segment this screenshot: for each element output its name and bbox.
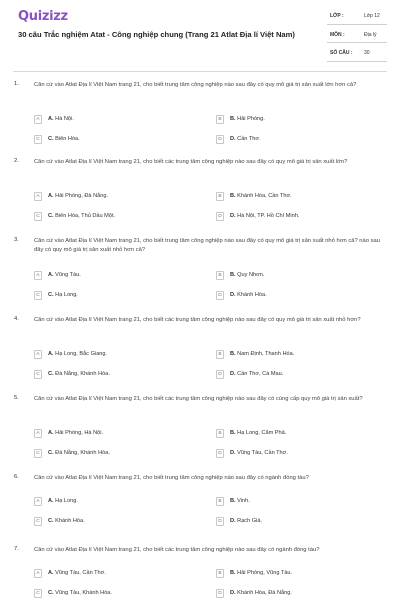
option-text: Đà Nẵng, Khánh Hòa. [55, 450, 110, 456]
option-letter-box: A [34, 192, 42, 201]
question-text: Căn cứ vào Atlat Địa lí Việt Nam trang 21, cho biết trung tâm công nghiệp nào sau đây có quy mô giá trị sản xuất nhỏ hơn cả? nào sau đây có quy mô giá trị sản xuất nhỏ hơn cả? [34, 238, 380, 254]
answer-option-b[interactable] [216, 497, 386, 509]
answer-option-a[interactable] [34, 271, 204, 283]
question-text: Căn cứ vào Atlat Địa lí Việt Nam trang 21, cho biết các trung tâm công nghiệp nào sau đây có ngành đóng tàu? [34, 547, 320, 553]
option-text: Cần Thơ. [237, 136, 261, 142]
option-text: Khánh Hòa, Cần Thơ. [237, 193, 292, 199]
option-text: Biên Hòa. [55, 136, 80, 142]
answer-option-a[interactable] [34, 569, 204, 581]
option-label [230, 272, 264, 278]
option-prefix: D. [230, 292, 236, 298]
option-letter-box: A [34, 429, 42, 438]
option-text: Hạ Long. [55, 498, 78, 504]
answer-option-d[interactable] [216, 517, 386, 529]
option-text: Hải Phòng, Đà Nẵng. [55, 193, 109, 199]
option-letter-box: B [216, 192, 224, 201]
option-prefix: D. [230, 450, 236, 456]
answer-option-d[interactable] [216, 212, 386, 224]
question-text: Căn cứ vào Atlat Địa lí Việt Nam trang 21, cho biết trung tâm công nghiệp nào sau đây có quy mô giá trị sản xuất lớn hơn cả? [34, 82, 357, 88]
option-prefix: D. [230, 136, 236, 142]
answer-option-c[interactable] [34, 291, 204, 303]
option-prefix: B. [230, 570, 236, 576]
option-label [230, 351, 294, 357]
meta-label: LỚP : [330, 13, 344, 19]
option-label [48, 136, 80, 142]
option-text: Hải Phòng, Vũng Tàu. [237, 570, 293, 576]
answer-option-a[interactable] [34, 429, 204, 441]
option-text: Hà Nội, TP. Hồ Chí Minh. [237, 213, 300, 219]
option-letter-box: D [216, 517, 224, 526]
answer-option-c[interactable] [34, 449, 204, 461]
option-label [48, 116, 74, 122]
option-label [48, 450, 110, 456]
option-letter-box: C [34, 291, 42, 300]
option-letter-box: B [216, 569, 224, 578]
answer-option-b[interactable] [216, 429, 386, 441]
option-prefix: D. [230, 371, 236, 377]
option-prefix: C. [48, 450, 54, 456]
option-text: Vũng Tàu, Cần Thơ. [237, 450, 288, 456]
option-label [230, 570, 292, 576]
option-letter-box: D [216, 291, 224, 300]
option-text: Vũng Tàu, Khánh Hòa. [55, 590, 112, 596]
option-label [230, 518, 262, 524]
option-text: Quy Nhơn. [237, 272, 265, 278]
option-prefix: D. [230, 518, 236, 524]
option-label [230, 193, 292, 199]
option-label [230, 430, 286, 436]
option-prefix: B. [230, 193, 236, 199]
option-label [48, 371, 110, 377]
option-prefix: D. [230, 213, 236, 219]
option-text: Hải Phòng. [237, 116, 265, 122]
option-prefix: A. [48, 272, 54, 278]
option-prefix: A. [48, 430, 54, 436]
option-letter-box: B [216, 115, 224, 124]
option-text: Vinh. [237, 498, 250, 504]
meta-label: SỐ CÂU : [330, 50, 353, 56]
meta-value: 30 [364, 50, 370, 56]
option-text: Vũng Tàu, Cần Thơ. [55, 570, 106, 576]
answer-option-c[interactable] [34, 589, 204, 600]
answer-option-d[interactable] [216, 291, 386, 303]
question-number: 3. [14, 237, 19, 243]
option-prefix: A. [48, 193, 54, 199]
option-letter-box: A [34, 115, 42, 124]
option-label [48, 272, 81, 278]
option-prefix: C. [48, 136, 54, 142]
option-label [230, 292, 267, 298]
option-label [48, 590, 112, 596]
option-letter-box: C [34, 517, 42, 526]
answer-option-b[interactable] [216, 115, 386, 127]
option-label [48, 498, 78, 504]
meta-label: MÔN : [330, 31, 345, 38]
option-text: Hạ Long, Bắc Giang. [55, 351, 108, 357]
answer-option-c[interactable] [34, 517, 204, 529]
option-text: Khánh Hòa. [237, 292, 267, 298]
question-number: 5. [14, 395, 19, 401]
option-prefix: B. [230, 498, 236, 504]
option-text: Hạ Long, Cẩm Phả. [237, 430, 287, 436]
option-label [48, 213, 115, 219]
answer-option-a[interactable] [34, 115, 204, 127]
option-prefix: B. [230, 351, 236, 357]
answer-option-a[interactable] [34, 350, 204, 362]
option-text: Khánh Hòa. [55, 518, 85, 524]
option-text: Nam Định, Thanh Hóa. [237, 351, 295, 357]
answer-option-d[interactable] [216, 589, 386, 600]
worksheet-title: 30 câu Trắc nghiệm Atat - Công nghiệp chung (Trang 21 Atlat Địa lí Việt Nam) [18, 30, 295, 39]
question-text: Căn cứ vào Atlat Địa lí Việt Nam trang 21, cho biết các trung tâm công nghiệp nào sau đây có cùng cấp quy mô giá trị sản xuất? [34, 396, 363, 402]
question-text: Căn cứ vào Atlat Địa lí Việt Nam trang 21, cho biết trung tâm công nghiệp nào sau đây có ngành đóng tàu? [34, 475, 309, 481]
answer-option-c[interactable] [34, 135, 204, 147]
option-text: Khánh Hòa, Đà Nẵng. [237, 590, 292, 596]
option-text: Biên Hòa, Thủ Dầu Một. [55, 213, 116, 219]
option-text: Rạch Giá. [237, 518, 263, 524]
answer-option-b[interactable] [216, 569, 386, 581]
option-prefix: C. [48, 590, 54, 596]
option-text: Hải Phòng, Hà Nội. [55, 430, 104, 436]
question-text: Căn cứ vào Atlat Địa lí Việt Nam trang 21, cho biết các trung tâm công nghiệp nào sau đây có quy mô giá trị sản xuất nhỏ hơn? [34, 317, 361, 323]
question-number: 1. [14, 81, 19, 87]
option-letter-box: C [34, 449, 42, 458]
option-text: Hạ Long. [55, 292, 78, 298]
answer-option-a[interactable] [34, 192, 204, 204]
meta-value: Lớp 12 [364, 13, 380, 19]
answer-option-c[interactable] [34, 370, 204, 382]
option-label [230, 450, 288, 456]
option-letter-box: A [34, 497, 42, 506]
option-label [48, 351, 107, 357]
option-label [48, 292, 78, 298]
answer-option-d[interactable] [216, 370, 386, 382]
option-letter-box: A [34, 569, 42, 578]
option-label [230, 498, 250, 504]
option-letter-box: B [216, 271, 224, 280]
option-prefix: A. [48, 351, 54, 357]
answer-option-b[interactable] [216, 271, 386, 283]
answer-option-b[interactable] [216, 192, 386, 204]
option-letter-box: B [216, 350, 224, 359]
option-text: Đà Nẵng, Khánh Hòa. [55, 371, 110, 377]
option-label [230, 116, 265, 122]
option-letter-box: D [216, 449, 224, 458]
quizizz-logo: Quizizz [18, 9, 68, 24]
question-text: Căn cứ vào Atlat Địa lí Việt Nam trang 21, cho biết các trung tâm công nghiệp nào sau đây có quy mô giá trị sản xuất lớn? [34, 159, 348, 165]
option-label [230, 371, 283, 377]
option-prefix: C. [48, 371, 54, 377]
option-letter-box: B [216, 429, 224, 438]
question-number: 2. [14, 158, 19, 164]
answer-option-a[interactable] [34, 497, 204, 509]
option-label [230, 136, 261, 142]
option-prefix: D. [230, 590, 236, 596]
option-label [48, 430, 103, 436]
option-prefix: B. [230, 430, 236, 436]
option-label [48, 570, 106, 576]
option-prefix: B. [230, 116, 236, 122]
option-label [230, 213, 299, 219]
option-letter-box: A [34, 350, 42, 359]
option-prefix: A. [48, 498, 54, 504]
option-prefix: B. [230, 272, 236, 278]
option-letter-box: B [216, 497, 224, 506]
option-letter-box: D [216, 370, 224, 379]
option-prefix: A. [48, 116, 54, 122]
option-letter-box: C [34, 589, 42, 598]
option-letter-box: D [216, 135, 224, 144]
answer-option-d[interactable] [216, 135, 386, 147]
question-number: 7. [14, 546, 19, 552]
option-prefix: C. [48, 213, 54, 219]
option-prefix: C. [48, 292, 54, 298]
option-text: Vũng Tàu. [55, 272, 81, 278]
option-prefix: A. [48, 570, 54, 576]
option-letter-box: C [34, 135, 42, 144]
meta-value: Địa lý [364, 31, 377, 38]
option-letter-box: A [34, 271, 42, 280]
option-text: Cần Thơ, Cà Mau. [237, 371, 284, 377]
option-letter-box: D [216, 589, 224, 598]
option-label [48, 193, 108, 199]
option-letter-box: D [216, 212, 224, 221]
question-number: 4. [14, 316, 19, 322]
answer-option-b[interactable] [216, 350, 386, 362]
option-label [48, 518, 85, 524]
question-number: 6. [14, 474, 19, 480]
option-letter-box: C [34, 370, 42, 379]
option-letter-box: C [34, 212, 42, 221]
option-prefix: C. [48, 518, 54, 524]
answer-option-d[interactable] [216, 449, 386, 461]
option-text: Hà Nội. [55, 116, 74, 122]
option-label [230, 590, 292, 596]
answer-option-c[interactable] [34, 212, 204, 224]
